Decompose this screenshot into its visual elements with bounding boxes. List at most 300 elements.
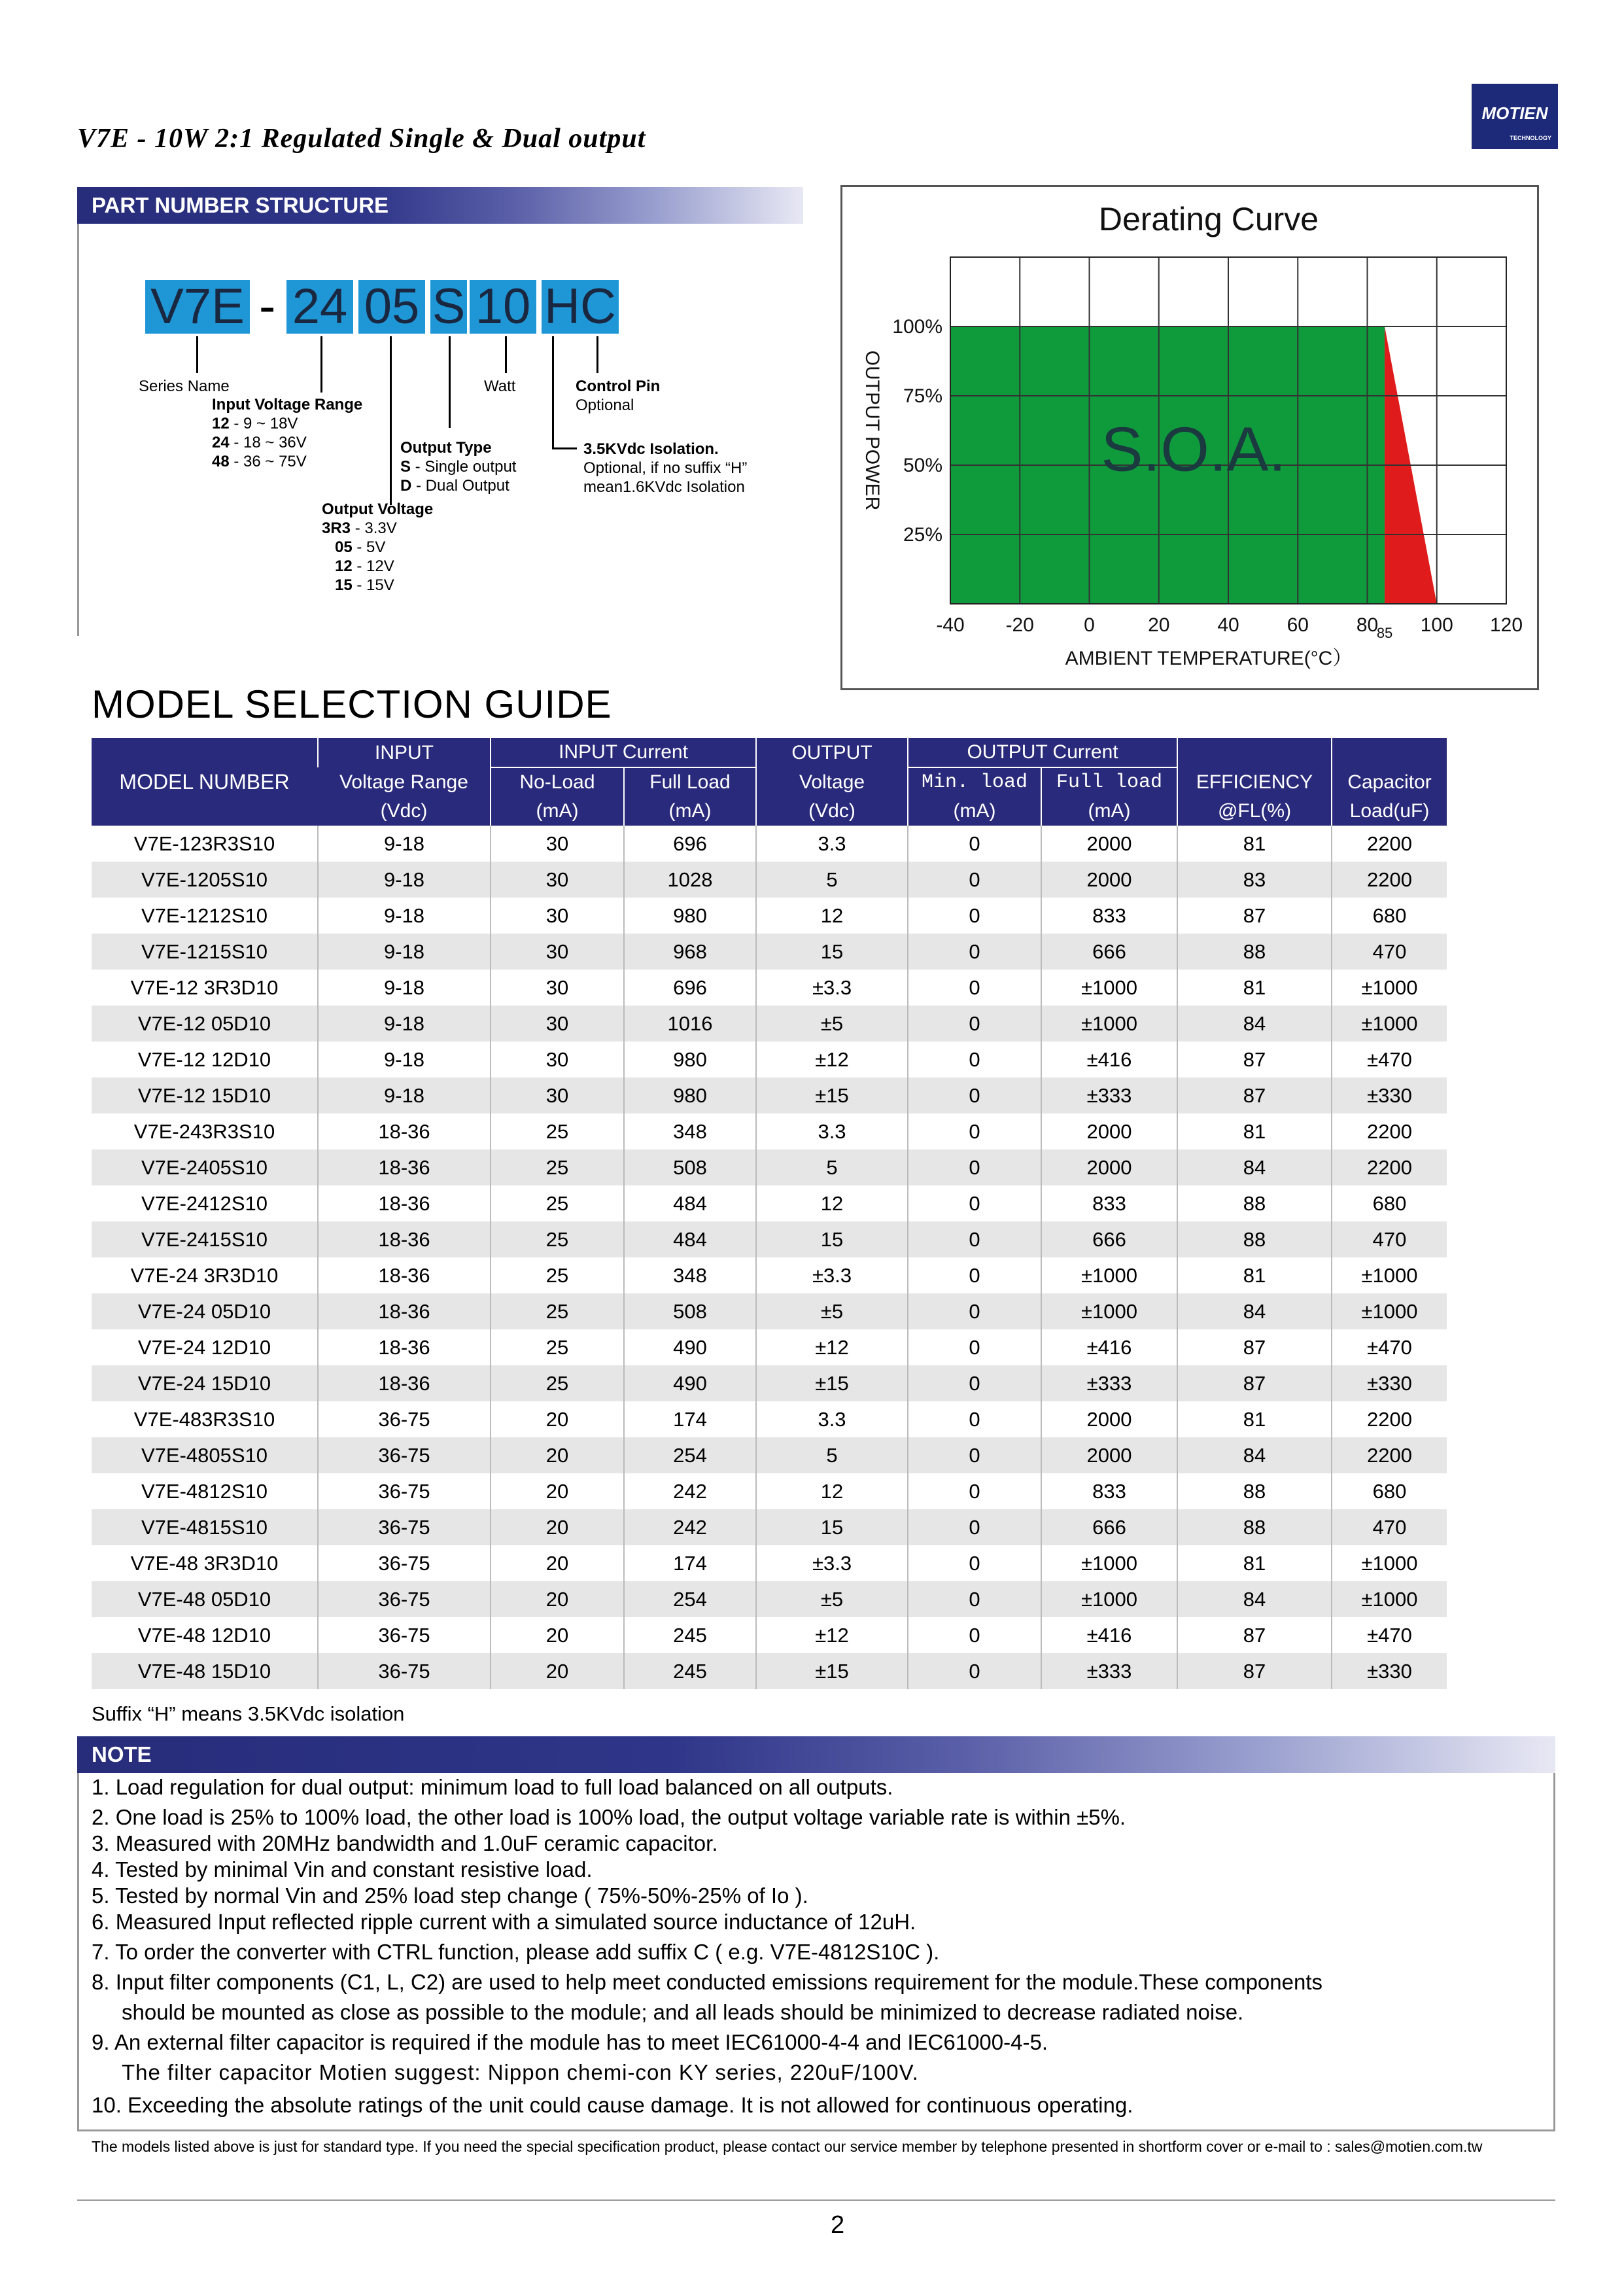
- table-cell: 84: [1177, 1581, 1332, 1617]
- table-cell: 174: [624, 1545, 756, 1581]
- table-cell: 508: [624, 1149, 756, 1185]
- code-input-voltage: 24: [286, 280, 353, 334]
- document-title: V7E - 10W 2:1 Regulated Single & Dual output: [77, 124, 646, 154]
- header-cell: (mA): [1041, 797, 1177, 826]
- table-row: [92, 1365, 1447, 1401]
- table-cell: 30: [491, 970, 624, 1006]
- table-cell: 3.3: [756, 1401, 908, 1437]
- table-cell: 0: [908, 1509, 1041, 1545]
- table-cell: 25: [491, 1329, 624, 1365]
- table-cell: ±1000: [1332, 1581, 1447, 1617]
- table-cell: 81: [1177, 826, 1332, 862]
- table-cell: 2200: [1332, 1149, 1447, 1185]
- table-cell: 2200: [1332, 1113, 1447, 1149]
- table-cell: 81: [1177, 1545, 1332, 1581]
- note-item: 9. An external filter capacitor is required if the module has to meet IEC61000-4-4 and IEC61000-4-5.: [92, 2030, 1048, 2054]
- table-row: [92, 1509, 1447, 1545]
- table-cell: 508: [624, 1293, 756, 1329]
- table-cell: 36-75: [318, 1437, 491, 1473]
- note-item-continuation: should be mounted as close as possible to the module; and all leads should be minimized to decrease radiated noise.: [122, 2000, 1244, 2024]
- table-cell: 666: [1041, 1509, 1177, 1545]
- table-cell: 680: [1332, 898, 1447, 934]
- table-cell: 348: [624, 1257, 756, 1293]
- table-cell: 680: [1332, 1185, 1447, 1221]
- table-cell: 20: [491, 1437, 624, 1473]
- table-cell: 36-75: [318, 1509, 491, 1545]
- header-cell: OUTPUT: [756, 738, 908, 767]
- table-cell: 0: [908, 1473, 1041, 1509]
- table-cell: 9-18: [318, 970, 491, 1006]
- table-cell: 242: [624, 1473, 756, 1509]
- note-item: 2. One load is 25% to 100% load, the other load is 100% load, the output voltage variable rate is within ±5%.: [92, 1805, 1126, 1829]
- table-cell: 0: [908, 1401, 1041, 1437]
- leader-line: [449, 336, 451, 428]
- table-cell: ±12: [756, 1329, 908, 1365]
- note-item: 7. To order the converter with CTRL function, please add suffix C ( e.g. V7E-4812S10C ).: [92, 1940, 940, 1964]
- table-cell: ±1000: [1041, 1581, 1177, 1617]
- x-tick-label: 60: [1287, 614, 1309, 636]
- table-cell: ±416: [1041, 1329, 1177, 1365]
- model-number-cell: V7E-1205S10: [92, 862, 318, 898]
- table-cell: 980: [624, 1077, 756, 1113]
- table-cell: ±470: [1332, 1042, 1447, 1077]
- note-item: 1. Load regulation for dual output: minimum load to full load balanced on all outputs.: [92, 1775, 893, 1799]
- chart-x-axis-label: AMBIENT TEMPERATURE(°C）: [1065, 648, 1353, 669]
- table-cell: 20: [491, 1581, 624, 1617]
- table-cell: 30: [491, 1042, 624, 1077]
- model-selection-table: [92, 738, 1447, 1689]
- table-cell: 18-36: [318, 1149, 491, 1185]
- header-cell: (mA): [908, 797, 1041, 826]
- table-cell: 20: [491, 1545, 624, 1581]
- leader-line: [320, 336, 322, 393]
- note-item-continuation: The filter capacitor Motien suggest: Nippon chemi-con KY series, 220uF/100V.: [122, 2060, 919, 2084]
- table-row: [92, 1329, 1447, 1365]
- table-cell: ±3.3: [756, 970, 908, 1006]
- table-cell: ±416: [1041, 1042, 1177, 1077]
- table-cell: 84: [1177, 1149, 1332, 1185]
- table-cell: 696: [624, 826, 756, 862]
- x-tick-label: 80: [1356, 614, 1379, 636]
- isolation-label: 3.5KVdc Isolation.: [583, 440, 719, 458]
- code-dash: -: [259, 279, 276, 334]
- output-voltage-label: Output Voltage: [322, 500, 434, 518]
- page-number: 2: [831, 2211, 845, 2239]
- output-type-item: D - Dual Output: [400, 477, 510, 495]
- model-number-cell: V7E-48 05D10: [92, 1581, 318, 1617]
- table-cell: 88: [1177, 1185, 1332, 1221]
- table-cell: ±1000: [1332, 970, 1447, 1006]
- table-cell: ±416: [1041, 1617, 1177, 1653]
- table-cell: 87: [1177, 1617, 1332, 1653]
- logo-text: MOTIEN: [1481, 103, 1548, 123]
- table-row: [92, 1077, 1447, 1113]
- x-tick-label: 20: [1148, 614, 1170, 636]
- table-cell: 20: [491, 1509, 624, 1545]
- table-cell: ±5: [756, 1006, 908, 1042]
- table-cell: 0: [908, 1329, 1041, 1365]
- code-series: V7E: [145, 280, 250, 334]
- table-cell: 30: [491, 898, 624, 934]
- table-cell: ±1000: [1332, 1257, 1447, 1293]
- table-cell: 12: [756, 898, 908, 934]
- table-cell: 30: [491, 1077, 624, 1113]
- table-cell: 18-36: [318, 1365, 491, 1401]
- table-cell: 87: [1177, 898, 1332, 934]
- table-cell: 0: [908, 970, 1041, 1006]
- table-row: [92, 898, 1447, 934]
- table-cell: 9-18: [318, 1077, 491, 1113]
- footer-divider: [77, 2199, 1555, 2201]
- table-cell: 87: [1177, 1042, 1332, 1077]
- model-number-cell: V7E-48 3R3D10: [130, 1551, 279, 1575]
- model-number-cell: V7E-1215S10: [92, 934, 318, 970]
- header-cell: Voltage Range: [318, 767, 491, 797]
- table-cell: 88: [1177, 1221, 1332, 1257]
- model-number-cell: V7E-12 05D10: [92, 1006, 318, 1042]
- table-cell: 15: [756, 934, 908, 970]
- table-cell: 242: [624, 1509, 756, 1545]
- table-cell: 490: [624, 1329, 756, 1365]
- y-tick-label: 75%: [903, 385, 942, 407]
- table-cell: 12: [756, 1473, 908, 1509]
- table-body: [92, 826, 1447, 1689]
- note-item: 8. Input filter components (C1, L, C2) are used to help meet conducted emissions requirement for the module.These components: [92, 1970, 1322, 1994]
- table-cell: 18-36: [318, 1293, 491, 1329]
- table-cell: 0: [908, 1006, 1041, 1042]
- output-voltage-item: 3R3 - 3.3V: [322, 519, 397, 537]
- table-cell: 25: [491, 1185, 624, 1221]
- table-cell: 88: [1177, 1473, 1332, 1509]
- derating-chart: [842, 187, 1537, 688]
- model-number-cell: V7E-2412S10: [141, 1191, 268, 1215]
- header-cell: Full load: [1041, 767, 1177, 797]
- leader-line: [596, 336, 598, 373]
- table-cell: 20: [491, 1653, 624, 1689]
- table-cell: 470: [1332, 1221, 1447, 1257]
- model-number-cell: V7E-24 12D10: [137, 1335, 271, 1359]
- table-cell: 666: [1041, 1221, 1177, 1257]
- table-cell: 0: [908, 1581, 1041, 1617]
- header-cell: Min. load: [908, 767, 1041, 797]
- table-cell: ±470: [1332, 1617, 1447, 1653]
- table-cell: ±1000: [1041, 1257, 1177, 1293]
- table-cell: 2200: [1332, 1401, 1447, 1437]
- table-cell: 666: [1041, 934, 1177, 970]
- model-number-cell: V7E-48 12D10: [137, 1623, 271, 1647]
- table-cell: 87: [1177, 1365, 1332, 1401]
- part-number-structure-header: PART NUMBER STRUCTURE: [77, 187, 803, 224]
- table-cell: 245: [624, 1653, 756, 1689]
- table-cell: 0: [908, 826, 1041, 862]
- table-cell: 2200: [1332, 1437, 1447, 1473]
- table-cell: 490: [624, 1365, 756, 1401]
- table-cell: 84: [1177, 1437, 1332, 1473]
- header-cell: (Vdc): [318, 797, 491, 826]
- input-voltage-item: 48 - 36 ~ 75V: [212, 453, 307, 470]
- table-cell: 484: [624, 1185, 756, 1221]
- table-cell: 88: [1177, 1509, 1332, 1545]
- table-cell: 5: [756, 1437, 908, 1473]
- control-pin-value: Optional: [576, 396, 634, 414]
- output-voltage-item: 12 - 12V: [335, 557, 394, 575]
- table-cell: 0: [908, 1437, 1041, 1473]
- table-cell: 0: [908, 862, 1041, 898]
- note-item: 6. Measured Input reflected ripple current with a simulated source inductance of 12uH.: [92, 1910, 916, 1934]
- note-header: NOTE: [77, 1736, 1555, 1773]
- table-cell: ±330: [1332, 1077, 1447, 1113]
- table-cell: 470: [1332, 1509, 1447, 1545]
- model-number-cell: V7E-12 15D10: [92, 1077, 318, 1113]
- table-cell: 88: [1177, 934, 1332, 970]
- table-cell: 0: [908, 1113, 1041, 1149]
- table-cell: ±5: [756, 1293, 908, 1329]
- table-cell: ±330: [1332, 1653, 1447, 1689]
- note-item: 5. Tested by normal Vin and 25% load step change ( 75%-50%-25% of Io ).: [92, 1883, 808, 1908]
- table-cell: 696: [624, 970, 756, 1006]
- table-cell: 30: [491, 862, 624, 898]
- header-cell: OUTPUT Current: [908, 738, 1177, 767]
- table-row: [92, 1473, 1447, 1509]
- table-cell: ±1000: [1332, 1293, 1447, 1329]
- chart-title: Derating Curve: [1098, 201, 1319, 237]
- table-cell: ±1000: [1041, 1545, 1177, 1581]
- table-cell: 0: [908, 1042, 1041, 1077]
- table-cell: 25: [491, 1257, 624, 1293]
- footer-text: The models listed above is just for standard type. If you need the special specification product, please contact our service member by telephone presented in shortform cover or e-mail to : sales@motien.com.tw: [92, 2138, 1483, 2155]
- leader-line: [390, 336, 392, 505]
- table-row: [92, 1149, 1447, 1185]
- table-cell: ±15: [756, 1653, 908, 1689]
- table-cell: 18-36: [318, 1221, 491, 1257]
- table-row: [92, 1617, 1447, 1653]
- table-row: [92, 1185, 1447, 1221]
- table-cell: 0: [908, 898, 1041, 934]
- table-cell: 3.3: [756, 1113, 908, 1149]
- header-cell: INPUT Current: [491, 738, 756, 767]
- table-cell: 18-36: [318, 1113, 491, 1149]
- header-cell: INPUT: [318, 738, 491, 767]
- model-number-cell: V7E-12 3R3D10: [130, 975, 279, 999]
- x-tick-label: 40: [1217, 614, 1239, 636]
- table-cell: ±15: [756, 1365, 908, 1401]
- table-cell: 9-18: [318, 1042, 491, 1077]
- table-cell: 9-18: [318, 826, 491, 862]
- motien-logo: [1472, 84, 1558, 149]
- header-cell: (Vdc): [756, 797, 908, 826]
- table-cell: ±470: [1332, 1329, 1447, 1365]
- table-cell: 484: [624, 1221, 756, 1257]
- model-number-cell: V7E-243R3S10: [133, 1119, 275, 1143]
- table-cell: ±333: [1041, 1365, 1177, 1401]
- table-cell: 0: [908, 1365, 1041, 1401]
- model-number-cell: V7E-1212S10: [141, 903, 268, 927]
- header-cell: Full Load: [624, 767, 756, 797]
- table-cell: 81: [1177, 1113, 1332, 1149]
- table-cell: 2000: [1041, 862, 1177, 898]
- table-row: [92, 1437, 1447, 1473]
- leader-line: [505, 336, 507, 373]
- table-cell: 680: [1332, 1473, 1447, 1509]
- model-number-cell: V7E-4812S10: [141, 1479, 268, 1503]
- table-cell: 20: [491, 1617, 624, 1653]
- table-row: [92, 1257, 1447, 1293]
- table-row: [92, 934, 1447, 970]
- code-watt: 10: [470, 280, 536, 334]
- table-cell: 87: [1177, 1077, 1332, 1113]
- table-cell: ±3.3: [756, 1545, 908, 1581]
- header-cell: (mA): [491, 797, 624, 826]
- table-row: [92, 1653, 1447, 1689]
- table-cell: ±1000: [1332, 1006, 1447, 1042]
- model-number-cell: V7E-4805S10: [92, 1437, 318, 1473]
- chart-y-axis-label: OUTPUT POWER: [861, 350, 883, 511]
- table-cell: 9-18: [318, 898, 491, 934]
- header-cell: (mA): [624, 797, 756, 826]
- input-voltage-range-label: Input Voltage Range: [212, 396, 363, 413]
- table-cell: 5: [756, 862, 908, 898]
- table-cell: 36-75: [318, 1401, 491, 1437]
- header-cell: Capacitor: [1332, 767, 1447, 797]
- table-cell: 348: [624, 1113, 756, 1149]
- table-cell: 254: [624, 1437, 756, 1473]
- table-cell: 36-75: [318, 1473, 491, 1509]
- model-number-cell: V7E-483R3S10: [133, 1407, 275, 1431]
- output-voltage-item: 05 - 5V: [335, 538, 386, 556]
- table-cell: 81: [1177, 970, 1332, 1006]
- table-cell: 9-18: [318, 934, 491, 970]
- note-item: 4. Tested by minimal Vin and constant resistive load.: [92, 1857, 593, 1882]
- code-output-type: S: [430, 280, 467, 334]
- table-cell: 25: [491, 1221, 624, 1257]
- table-cell: 833: [1041, 1185, 1177, 1221]
- table-cell: ±1000: [1041, 970, 1177, 1006]
- header-cell: [1177, 738, 1332, 767]
- table-cell: 0: [908, 1257, 1041, 1293]
- note-item: 3. Measured with 20MHz bandwidth and 1.0uF ceramic capacitor.: [92, 1831, 718, 1855]
- table-cell: 18-36: [318, 1329, 491, 1365]
- x-tick-label-85: 85: [1376, 625, 1393, 641]
- header-cell: Load(uF): [1332, 797, 1447, 826]
- table-cell: 36-75: [318, 1545, 491, 1581]
- table-cell: ±333: [1041, 1077, 1177, 1113]
- table-cell: 81: [1177, 1257, 1332, 1293]
- table-cell: 2000: [1041, 826, 1177, 862]
- output-type-item: S - Single output: [400, 458, 517, 476]
- table-cell: 2200: [1332, 862, 1447, 898]
- table-cell: ±3.3: [756, 1257, 908, 1293]
- table-cell: 1016: [624, 1006, 756, 1042]
- header-model-number: MODEL NUMBER: [92, 738, 318, 826]
- header-cell: [1332, 738, 1447, 767]
- table-cell: 245: [624, 1617, 756, 1653]
- table-cell: 36-75: [318, 1617, 491, 1653]
- table-cell: ±1000: [1041, 1006, 1177, 1042]
- model-number-cell: V7E-4815S10: [92, 1509, 318, 1545]
- table-cell: 81: [1177, 1401, 1332, 1437]
- x-tick-label: -20: [1005, 614, 1034, 636]
- suffix-note: Suffix “H” means 3.5KVdc isolation: [92, 1702, 405, 1725]
- model-number-cell: V7E-123R3S10: [133, 832, 275, 855]
- table-cell: 30: [491, 934, 624, 970]
- table-cell: 2000: [1041, 1149, 1177, 1185]
- model-selection-title: MODEL SELECTION GUIDE: [92, 682, 612, 726]
- table-cell: ±333: [1041, 1653, 1177, 1689]
- table-cell: 30: [491, 826, 624, 862]
- table-cell: 25: [491, 1149, 624, 1185]
- soa-label: S.O.A.: [1101, 414, 1287, 485]
- leader-line: [552, 447, 577, 449]
- leader-line: [196, 336, 198, 373]
- table-row: [92, 1113, 1447, 1149]
- output-type-label: Output Type: [400, 439, 492, 457]
- control-pin-label: Control Pin: [576, 377, 661, 395]
- model-number-cell: V7E-48 15D10: [92, 1653, 318, 1689]
- table-cell: ±12: [756, 1042, 908, 1077]
- table-row: [92, 1401, 1447, 1437]
- table-cell: 2000: [1041, 1401, 1177, 1437]
- y-tick-label: 50%: [903, 455, 942, 476]
- table-cell: 84: [1177, 1006, 1332, 1042]
- table-cell: 2000: [1041, 1437, 1177, 1473]
- x-tick-label: 0: [1084, 614, 1095, 636]
- table-cell: 0: [908, 1185, 1041, 1221]
- table-cell: 174: [624, 1401, 756, 1437]
- isolation-line1: Optional, if no suffix “H”: [583, 459, 748, 477]
- model-number-cell: V7E-2405S10: [92, 1149, 318, 1185]
- table-cell: 9-18: [318, 1006, 491, 1042]
- table-cell: 18-36: [318, 1257, 491, 1293]
- table-cell: 83: [1177, 862, 1332, 898]
- table-header: [92, 738, 1447, 826]
- table-cell: 25: [491, 1365, 624, 1401]
- table-cell: 0: [908, 1293, 1041, 1329]
- table-cell: 0: [908, 1149, 1041, 1185]
- table-cell: 980: [624, 898, 756, 934]
- output-voltage-item: 15 - 15V: [335, 576, 394, 594]
- table-cell: 20: [491, 1401, 624, 1437]
- section-divider: [77, 224, 79, 636]
- table-row: [92, 1545, 1447, 1581]
- table-cell: 30: [491, 1006, 624, 1042]
- model-number-cell: V7E-2415S10: [92, 1221, 318, 1257]
- header-cell: EFFICIENCY: [1177, 767, 1332, 797]
- table-cell: 0: [908, 934, 1041, 970]
- table-row: [92, 1293, 1447, 1329]
- table-cell: 15: [756, 1509, 908, 1545]
- table-cell: 25: [491, 1293, 624, 1329]
- table-cell: 0: [908, 1545, 1041, 1581]
- y-tick-label: 100%: [892, 316, 942, 338]
- table-row: [92, 1221, 1447, 1257]
- table-cell: 12: [756, 1185, 908, 1221]
- leader-line: [552, 336, 554, 449]
- table-cell: 833: [1041, 1473, 1177, 1509]
- table-cell: 15: [756, 1221, 908, 1257]
- table-row: [92, 1042, 1447, 1077]
- table-row: [92, 970, 1447, 1006]
- table-cell: 36-75: [318, 1581, 491, 1617]
- model-number-cell: V7E-24 05D10: [92, 1293, 318, 1329]
- note-item: 10. Exceeding the absolute ratings of the unit could cause damage. It is not allowed for continuous operating.: [92, 2093, 1133, 2117]
- table-cell: 2000: [1041, 1113, 1177, 1149]
- table-cell: 833: [1041, 898, 1177, 934]
- model-number-cell: V7E-24 15D10: [92, 1365, 318, 1401]
- table-cell: ±12: [756, 1617, 908, 1653]
- table-cell: 87: [1177, 1329, 1332, 1365]
- x-tick-label: -40: [936, 614, 965, 636]
- header-cell: No-Load: [491, 767, 624, 797]
